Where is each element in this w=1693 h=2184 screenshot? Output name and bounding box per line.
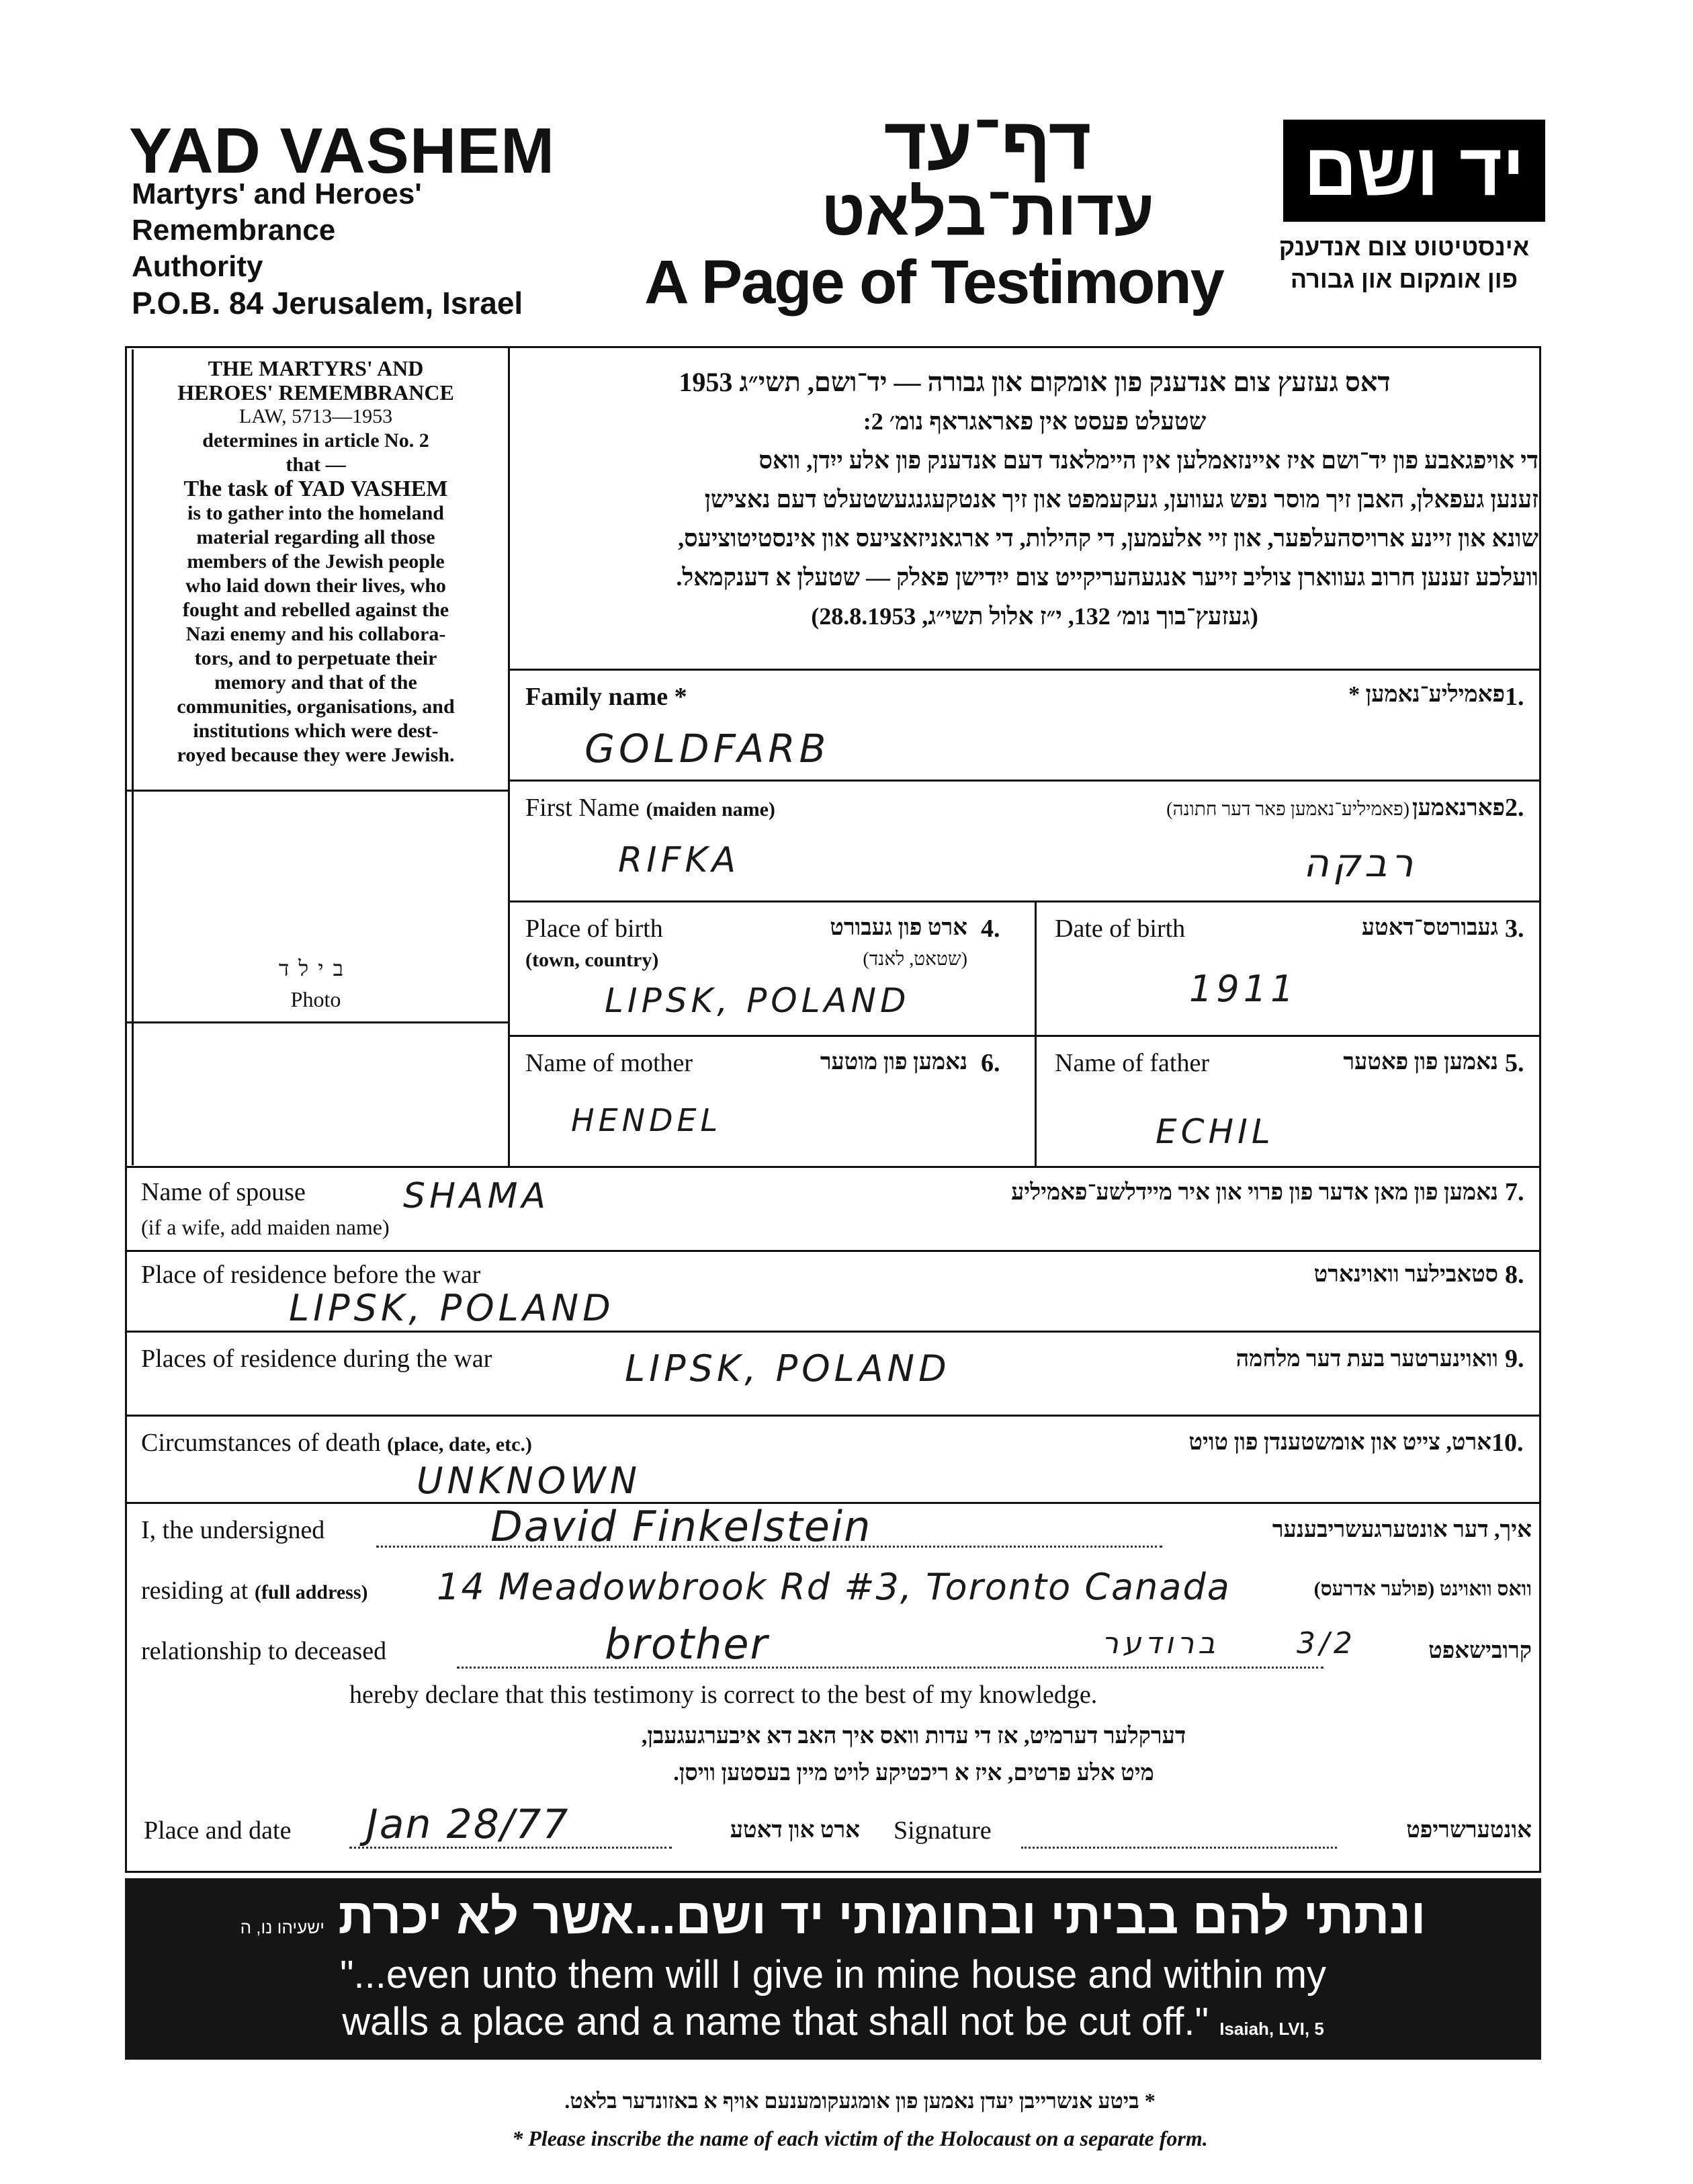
law-line: institutions which were dest-	[193, 720, 439, 742]
residence-during-label-yiddish: וואוינערטער בעת דער מלחמה	[1235, 1347, 1498, 1372]
row-divider	[125, 1250, 1541, 1252]
quote-english-2	[125, 1999, 1541, 2044]
relationship-label: relationship to deceased	[141, 1637, 387, 1665]
mother-name-value[interactable]: HENDEL	[571, 1102, 722, 1138]
law-photo-divider	[125, 790, 509, 792]
place-date-value[interactable]: Jan 28/77	[366, 1801, 570, 1848]
signature-label-yiddish: אונטערשריפט	[1406, 1818, 1532, 1843]
col-divider	[1035, 900, 1037, 1168]
first-name-value[interactable]: RIFKA	[618, 840, 740, 880]
place-date-label-yiddish: ארט און דאטע	[730, 1818, 860, 1843]
date-of-birth-label-yiddish: געבורטס־דאטע	[1361, 915, 1498, 940]
org-sub-line: Martyrs' and Heroes'	[132, 177, 422, 210]
spouse-sub: (if a wife, add maiden name)	[141, 1215, 390, 1239]
place-of-birth-label: Place of birth	[525, 915, 663, 943]
quote-english-2-text: walls a place and a name that shall not be cut off."	[342, 2000, 1209, 2044]
death-circumstances-label	[141, 1428, 532, 1458]
row-divider	[508, 900, 1541, 902]
law-line: memory and that of the	[214, 671, 417, 694]
date-of-birth-label: Date of birth	[1055, 915, 1186, 943]
left-column-inner	[132, 349, 134, 1165]
footnote-english: * Please inscribe the name of each victim of the Holocaust on a separate form.	[512, 2126, 1208, 2150]
law-line: LAW, 5713—1953	[238, 405, 393, 427]
row-divider	[508, 1035, 1541, 1037]
mother-name-label-yiddish: נאמען פון מוטער	[820, 1050, 967, 1075]
org-subtitle	[132, 176, 523, 321]
undersigned-label: I, the undersigned	[141, 1516, 325, 1544]
org-name: YAD VASHEM	[129, 115, 556, 187]
death-label-text: Circumstances of death	[141, 1429, 381, 1457]
first-name-heb-note: (פאמיליע־נאמען פאר דער חתונה)	[1166, 799, 1410, 820]
logo-sub-line: אינסטיטוט צום אנדענק	[1278, 233, 1530, 261]
father-name-value[interactable]: ECHIL	[1156, 1112, 1274, 1151]
first-name-value-hebrew[interactable]: רבקה	[1303, 840, 1418, 886]
residence-before-label-yiddish: סטאבילער וואוינארט	[1313, 1262, 1498, 1287]
intro-line: שטעלט פעסט אין פאראגראף נומ׳ 2:	[863, 408, 1207, 435]
yad-vashem-logo: יד ושם	[1283, 120, 1545, 222]
signature-line[interactable]	[1021, 1847, 1337, 1849]
field-number: 5.	[1505, 1049, 1524, 1077]
quote-english-1: "...even unto them will I give in mine house and within my	[339, 1953, 1327, 1997]
row-divider	[125, 1166, 1541, 1168]
first-name-label-yiddish	[994, 796, 1505, 821]
hebrew-title: דף־עד	[883, 102, 1092, 185]
field-number: 9.	[1505, 1345, 1524, 1373]
quote-hebrew-ref: ישעיהו נו, ה	[240, 1917, 324, 1937]
law-line: material regarding all those	[196, 526, 435, 548]
signature-label: Signature	[894, 1816, 992, 1845]
org-sub-line: Remembrance	[132, 214, 336, 247]
first-name-label	[525, 793, 775, 823]
law-intro-yiddish	[531, 363, 1538, 636]
date-of-birth-value[interactable]: 1911	[1189, 968, 1298, 1010]
law-line: who laid down their lives, who	[185, 575, 446, 597]
spouse-label: Name of spouse	[141, 1178, 306, 1206]
death-circumstances-label-yiddish: ארט, צייט און אומשטענדן פון טויט	[1188, 1430, 1491, 1455]
field-number: 8.	[1505, 1261, 1524, 1289]
family-name-label-yiddish: פאמיליע־נאמען *	[1348, 682, 1505, 707]
law-line: members of the Jewish people	[187, 550, 445, 573]
field-number: 2.	[1505, 794, 1524, 822]
photo-area	[134, 953, 497, 1015]
law-line: is to gather into the homeland	[187, 502, 444, 524]
intro-line: (געזעץ־בוך נומ׳ 132, י״ז אלול תשי״ג, 28.8.1953)	[811, 603, 1258, 630]
place-of-birth-sub: (town, country)	[525, 949, 659, 971]
family-name-value[interactable]: GOLDFARB	[584, 726, 830, 771]
spouse-value[interactable]: SHAMA	[403, 1176, 550, 1216]
law-line: The task of YAD VASHEM	[183, 476, 448, 501]
law-line: communities, organisations, and	[177, 696, 455, 718]
law-line: tors, and to perpetuate their	[194, 647, 437, 669]
quote-hebrew	[125, 1888, 1541, 1945]
intro-line: דאס געזעץ צום אנדענק פון אומקום און גבורה — יד־ושם, תשי״ג 1953	[679, 367, 1391, 397]
field-number: 4.	[981, 915, 1000, 943]
address-label-text: residing at	[141, 1577, 249, 1605]
residence-during-value[interactable]: LIPSK, POLAND	[625, 1347, 951, 1390]
photo-label-hebrew: בילד	[278, 956, 353, 980]
place-of-birth-sub-yiddish: (שטאט, לאנד)	[863, 949, 967, 970]
intro-line: וועלכע זענען חרוב געווארן צוליב זייער אנגעהעריקייט צום ייִדישן פאלק — שטעלן א דענקמאל.	[676, 564, 1538, 591]
quote-reference: Isaiah, LVI, 5	[1219, 2019, 1324, 2039]
place-date-label: Place and date	[144, 1816, 292, 1845]
place-of-birth-value[interactable]: LIPSK, POLAND	[605, 981, 910, 1020]
death-circumstances-value[interactable]: UNKNOWN	[417, 1460, 642, 1502]
address-label-note: (full address)	[254, 1581, 368, 1603]
left-column-divider	[508, 346, 510, 1167]
address-label-yiddish: וואס וואוינט (פולער אדרעס)	[1313, 1578, 1532, 1600]
address-value[interactable]: 14 Meadowbrook Rd #3, Toronto Canada	[437, 1566, 1231, 1608]
relationship-value[interactable]: brother	[605, 1620, 769, 1669]
first-name-heb: פארנאמען	[1412, 796, 1505, 821]
undersigned-value[interactable]: David Finkelstein	[490, 1502, 872, 1551]
org-sub-line: Authority	[132, 250, 263, 283]
family-name-label: Family name *	[525, 683, 687, 711]
first-name-label-note: (maiden name)	[646, 798, 775, 821]
place-of-birth-label-yiddish: ארט פון געבורט	[830, 915, 967, 940]
declaration-yiddish-2: מיט אלע פרטים, איז א ריכטיקע לויט מיין בעסטען וויסן.	[673, 1761, 1154, 1786]
law-line: HEROES' REMEMBRANCE	[177, 380, 454, 405]
field-number: 1.	[1505, 683, 1524, 711]
photo-divider	[125, 1021, 509, 1023]
law-line: Nazi enemy and his collabora-	[185, 623, 446, 645]
father-name-label-yiddish: נאמען פון פאטער	[1343, 1050, 1498, 1075]
row-divider	[125, 1415, 1541, 1417]
first-name-label-text: First Name	[525, 794, 640, 822]
residence-before-label: Place of residence before the war	[141, 1261, 481, 1289]
field-number: 10.	[1491, 1429, 1524, 1457]
row-divider	[508, 780, 1541, 782]
address-label	[141, 1576, 368, 1605]
relationship-mark[interactable]: 3/2	[1297, 1626, 1356, 1661]
spouse-label-yiddish: נאמען פון מאן אדער פון פרוי און איר מיידלשע־פאמיליע	[1011, 1180, 1498, 1205]
intro-line: זענען געפאלן, האבן זיך מוסר נפש געווען, געקעמפט און זיך אנטקעגנגעשטעלט דעם נאצישן	[704, 486, 1538, 513]
intro-line: שונא און זיינע ארויסהעלפער, און זיי אלעמען, די קהילות, די ארגאניזאציעס און אינסטיטוציעס,	[678, 525, 1538, 552]
declaration-yiddish-1: דערקלער דערמיט, אז די עדות וואס איך האב דא איבערגעגעבן,	[641, 1724, 1186, 1749]
law-line: that —	[286, 454, 346, 476]
intro-line: די אויפגאבע פון יד־ושם איז איינזאמלען אין היימלאנד דעם אנדענק פון אלע ייִדן, וואס	[758, 447, 1538, 474]
page-title: A Page of Testimony	[644, 248, 1223, 317]
residence-during-label: Places of residence during the war	[141, 1345, 492, 1373]
law-panel	[134, 356, 497, 767]
relationship-value-hebrew[interactable]: ברודער	[1102, 1626, 1219, 1661]
law-line: determines in article No. 2	[202, 429, 429, 452]
photo-label: Photo	[290, 987, 341, 1011]
law-line: fought and rebelled against the	[182, 599, 449, 621]
undersigned-label-yiddish: איך, דער אונטערגעשריבענער	[1272, 1517, 1532, 1542]
logo-subtitle	[1263, 231, 1545, 296]
declaration-english: hereby declare that this testimony is correct to the best of my knowledge.	[349, 1681, 1098, 1709]
relationship-label-yiddish: קרובישאפט	[1428, 1638, 1532, 1663]
residence-before-value[interactable]: LIPSK, POLAND	[289, 1287, 615, 1329]
yiddish-title: עדות־בלאט	[821, 177, 1154, 249]
field-number: 7.	[1505, 1178, 1524, 1206]
logo-sub-line: פון אומקום און גבורה	[1290, 265, 1518, 293]
isaiah-quote-band	[125, 1878, 1541, 2060]
org-address: P.O.B. 84 Jerusalem, Israel	[132, 286, 523, 321]
row-divider	[508, 669, 1541, 671]
relationship-line	[457, 1667, 1323, 1669]
row-divider	[125, 1331, 1541, 1333]
law-line: THE MARTYRS' AND	[208, 356, 424, 380]
field-number: 3.	[1505, 915, 1524, 943]
field-number: 6.	[981, 1049, 1000, 1077]
footnote-yiddish: * ביטע אנשרייבן יעדן נאמען פון אומגעקומענעם אויף א באזונדער בלאט.	[564, 2089, 1156, 2113]
quote-hebrew-text: ונתתי להם בביתי ובחומותי יד ושם...אשר לא יכרת	[338, 1888, 1426, 1944]
death-label-note: (place, date, etc.)	[387, 1433, 532, 1456]
mother-name-label: Name of mother	[525, 1049, 693, 1077]
law-line: royed because they were Jewish.	[177, 744, 455, 766]
father-name-label: Name of father	[1055, 1049, 1209, 1077]
